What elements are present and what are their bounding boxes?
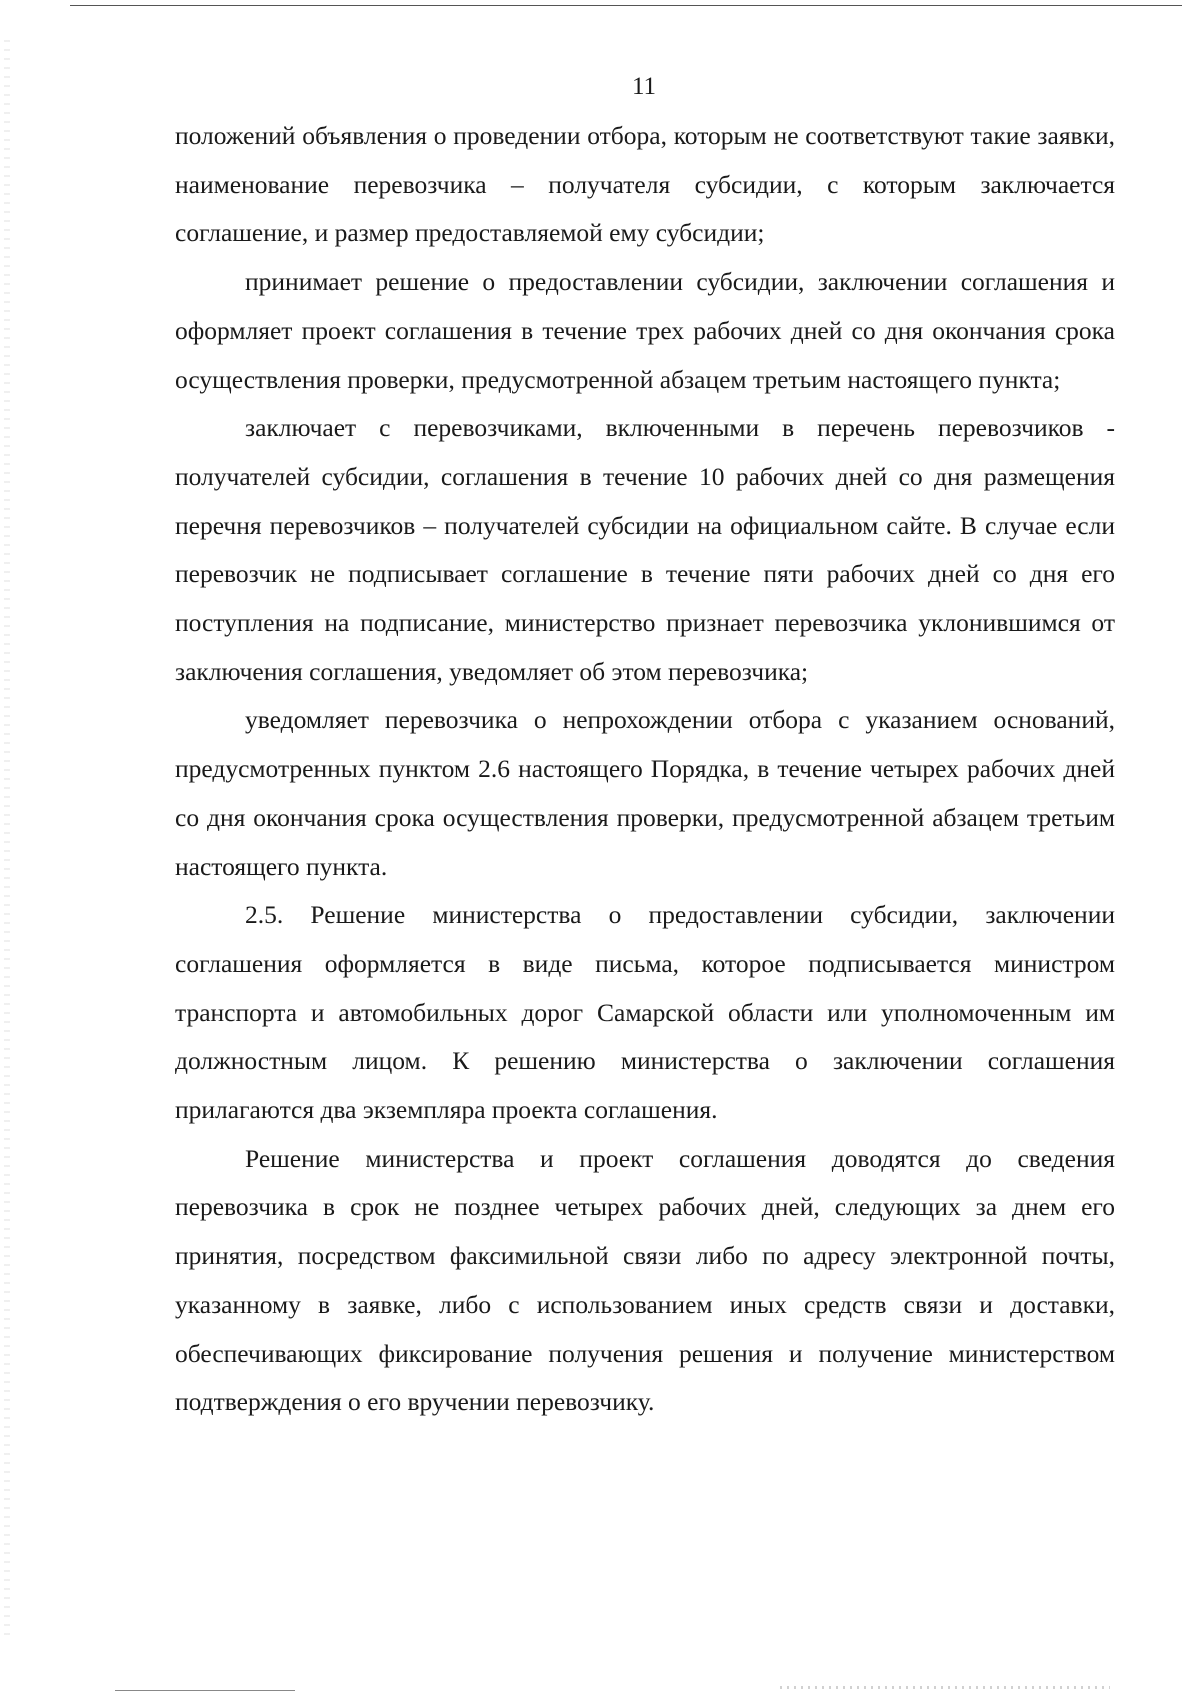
page-number: 11 xyxy=(631,73,657,100)
document-body xyxy=(175,112,1115,1427)
paragraph: уведомляет перевозчика о непрохождении отбора с указанием оснований, предусмотренных пунктом 2.6 настоящего Порядка, в течение четырех рабочих дней со дня окончания срока осуществления проверки, предусмотренной абзацем третьим настоящего пункта. xyxy=(175,705,1115,881)
paragraph: принимает решение о предоставлении субсидии, заключении соглашения и оформляет проект соглашения в течение трех рабочих дней со дня окончания срока осуществления проверки, предусмотренной абзацем третьим настоящего пункта; xyxy=(175,267,1115,394)
scan-bottom-edge-artifact xyxy=(780,1686,1110,1689)
scan-top-border xyxy=(70,5,1182,6)
paragraph: Решение министерства и проект соглашения доводятся до сведения перевозчика в срок не позднее четырех рабочих дней, следующих за днем его принятия, посредством факсимильной связи либо по адресу электронной почты, указанному в заявке, либо с использованием иных средств связи и доставки, обеспечивающих фиксирование получения решения и получение министерством подтверждения о его вручении перевозчику. xyxy=(175,1143,1115,1417)
paragraph: заключает с перевозчиками, включенными в перечень перевозчиков - получателей субсидии, соглашения в течение 10 рабочих дней со дня размещения перечня перевозчиков – получателей субсидии на официальном сайте. В случае если перевозчик не подписывает соглашение в течение пяти рабочих дней со дня его поступления на подписание, министерство признает перевозчика уклонившимся от заключения соглашения, уведомляет об этом перевозчика; xyxy=(175,413,1115,686)
paragraph: 2.5. Решение министерства о предоставлении субсидии, заключении соглашения оформляется в виде письма, которое подписывается министром транспорта и автомобильных дорог Самарской области или уполномоченным им должностным лицом. К решению министерства о заключении соглашения прилагаются два экземпляра проекта соглашения. xyxy=(175,900,1115,1125)
paragraph: положений объявления о проведении отбора, которым не соответствуют такие заявки, наименование перевозчика – получателя субсидии, с которым заключается соглашение, и размер предоставляемой ему субсидии; xyxy=(175,121,1115,248)
scan-bottom-border xyxy=(115,1690,295,1691)
scan-left-edge-artifact xyxy=(4,40,10,1640)
